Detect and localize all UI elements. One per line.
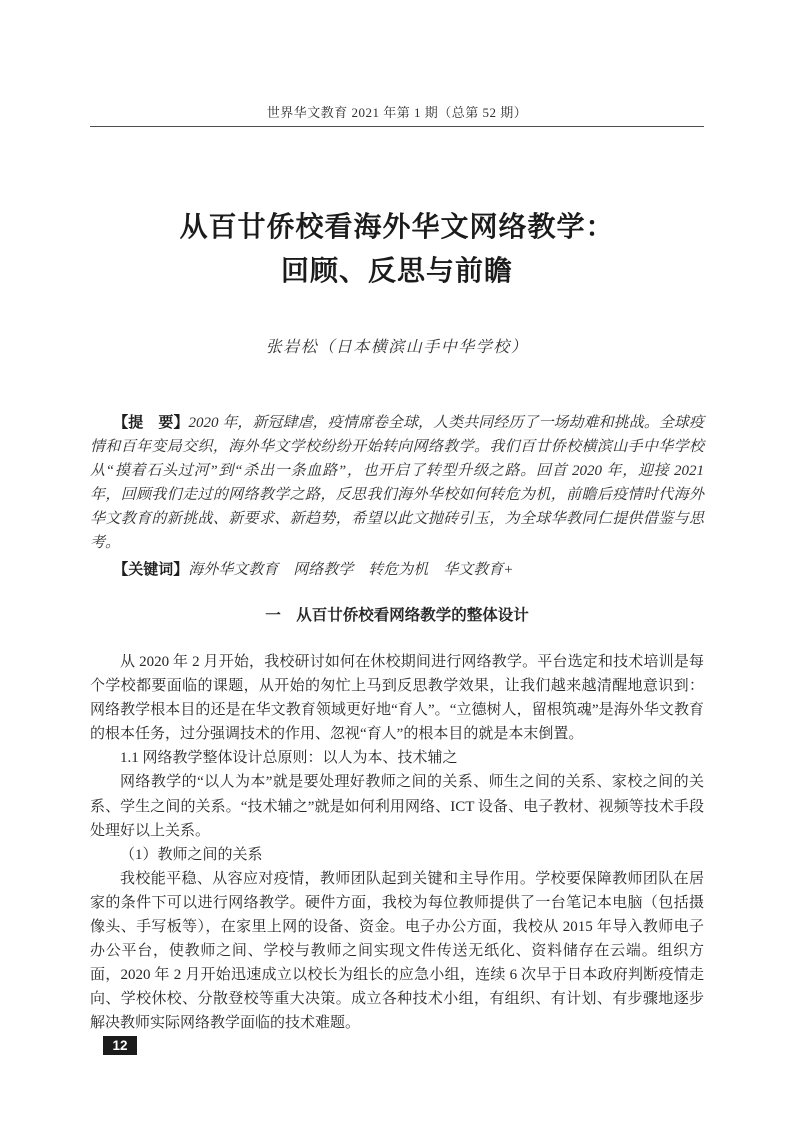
body-paragraph: 网络教学的“以人为本”就是要处理好教师之间的关系、师生之间的关系、家校之间的关系、学生之间的关系。“技术辅之”就是如何利用网络、ICT 设备、电子教材、视频等技术手段处理好以上关系。 (90, 774, 704, 839)
article-title (0, 206, 794, 294)
keywords-text: 海外华文教育 网络教学 转危为机 华文教育+ (188, 562, 514, 578)
abstract-block (90, 411, 704, 555)
journal-running-head: 世界华文教育 2021 年第 1 期（总第 52 期） (266, 105, 528, 120)
header-rule-divider (90, 126, 704, 127)
article-title-line2: 回顾、反思与前瞻 (280, 256, 513, 287)
keywords-line (90, 559, 704, 581)
body-paragraph: 我校能平稳、从容应对疫情，教师团队起到关键和主导作用。学校要保障教师团队在居家的条件下可以进行网络教学。硬件方面，我校为每位教师提供了一台笔记本电脑（包括摄像头、手写板等），在家里上网的设备、资金。电子办公方面，我校从 2015 年导入教师电子办公平台，使教师之间、学校与教师之间实现文件传送无纸化、资料储存在云端。组织方面，2020 年 2 月开始迅速成立以校长为组长的应急小组，连续 6 次早于日本政府判断疫情走向、学校休校、分散登校等重大决策。成立各种技术小组，有组织、有计划、有步骤地逐步解决教师实际网络教学面临的技术难题。 (90, 870, 704, 1032)
list-item-heading: （1）教师之间的关系 (120, 846, 263, 863)
article-title-line1: 从百廿侨校看海外华文网络教学： (179, 212, 615, 243)
body-paragraph: 从 2020 年 2 月开始，我校研讨如何在休校期间进行网络教学。平台选定和技术培训是每个学校都要面临的课题，从开始的匆忙上马到反思教学效果，让我们越来越清醒地意识到：网络教学根本目的还是在华文教育领域更好地“育人”。“立德树人，留根筑魂”是海外华文教育的根本任务，过分强调技术的作用、忽视“育人”的根本目的就是本末倒置。 (90, 654, 704, 743)
abstract-text: 2020 年，新冠肆虐，疫情席卷全球，人类共同经历了一场劫难和挑战。全球疫情和百年变局交织，海外华文学校纷纷开始转向网络教学。我们百廿侨校横滨山手中华学校从“摸着石头过河”到“杀出一条血路”，也开启了转型升级之路。回首 2020 年，迎接 2021 年，回顾我们走过的网络教学之路，反思我们海外华校如何转危为机，前瞻后疫情时代海外华文教育的新挑战、新要求、新趋势，希望以此文抛砖引玉，为全球华教同仁提供借鉴与思考。 (90, 415, 704, 551)
article-body (90, 650, 704, 1036)
subsection-heading-1-1: 1.1 网络教学整体设计总原则：以人为本、技术辅之 (120, 750, 458, 767)
abstract-label: 【提 要】 (113, 414, 189, 431)
section-heading-1: 一 从百廿侨校看网络教学的整体设计 (265, 607, 529, 624)
keywords-label: 【关键词】 (113, 561, 189, 578)
page-number-badge: 12 (103, 1036, 137, 1055)
author-affiliation: 张岩松（日本横滨山手中华学校） (265, 339, 529, 356)
